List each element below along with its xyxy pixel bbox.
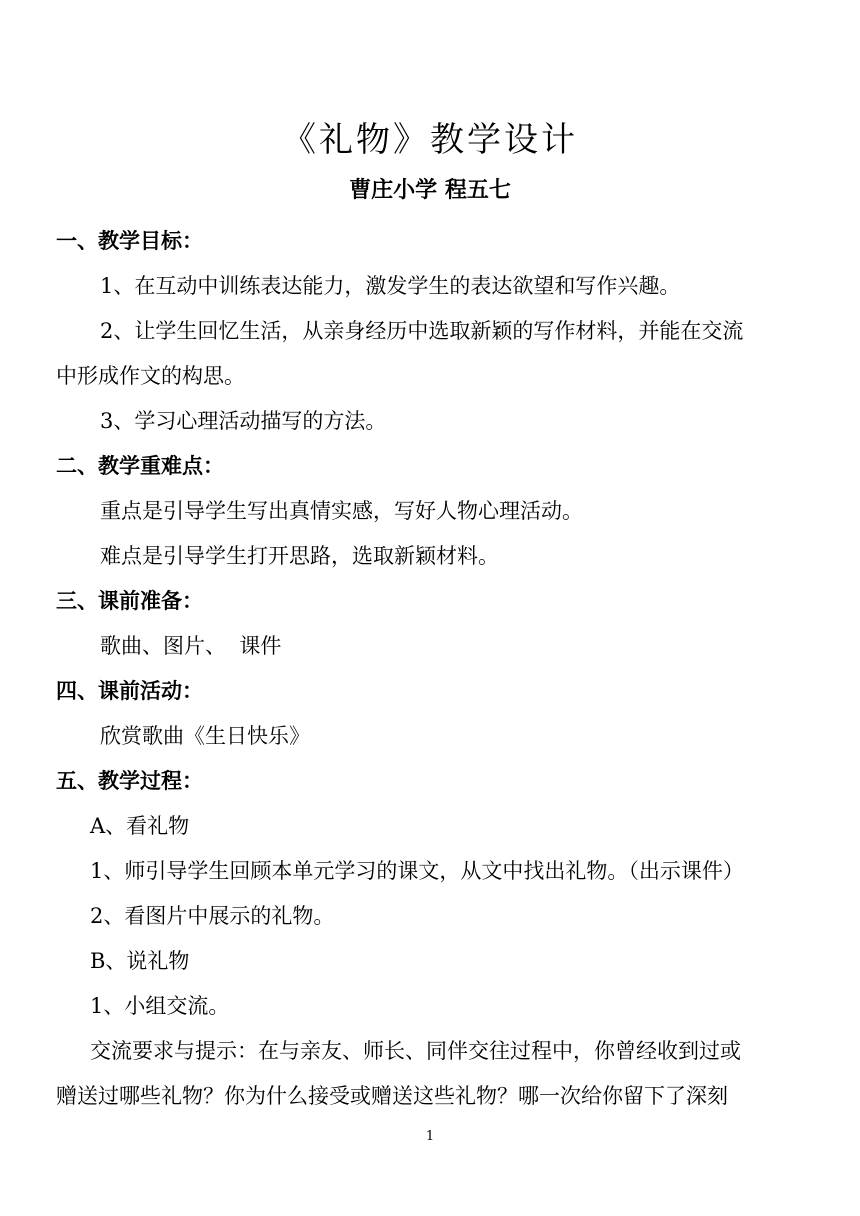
key-point-line: 重点是引导学生写出真情实感，写好人物心理活动。 [100, 499, 583, 523]
process-step-b-prompt: 交流要求与提示：在与亲友、师长、同伴交往过程中，你曾经收到过或 [90, 1039, 741, 1063]
section-heading-key-points: 二、教学重难点： [56, 453, 224, 478]
objective-item-1: 1、在互动中训练表达能力，激发学生的表达欲望和写作兴趣。 [100, 274, 681, 298]
objective-item-2-cont: 中形成作文的构思。 [56, 364, 245, 388]
document-author: 曹庄小学 程五七 [349, 177, 511, 203]
objective-item-2: 2、让学生回忆生活，从亲身经历中选取新颖的写作材料，并能在交流 [100, 319, 744, 343]
process-step-a: A、看礼物 [90, 814, 190, 838]
section-heading-process: 五、教学过程： [56, 768, 203, 793]
process-step-a-item-2: 2、看图片中展示的礼物。 [90, 904, 335, 928]
preparation-line: 歌曲、图片、 课件 [100, 634, 282, 658]
difficult-point-line: 难点是引导学生打开思路，选取新颖材料。 [100, 544, 499, 568]
page-number: 1 [425, 1129, 435, 1144]
objective-item-3: 3、学习心理活动描写的方法。 [100, 409, 387, 433]
document-title: 《礼物》教学设计 [282, 120, 578, 160]
section-heading-activity: 四、课前活动： [56, 678, 203, 703]
section-heading-preparation: 三、课前准备： [56, 588, 203, 613]
activity-line: 欣赏歌曲《生日快乐》 [100, 724, 310, 748]
process-step-a-item-1: 1、师引导学生回顾本单元学习的课文，从文中找出礼物。（出示课件） [90, 859, 744, 883]
process-step-b-prompt-cont: 赠送过哪些礼物？你为什么接受或赠送这些礼物？哪一次给你留下了深刻 [56, 1084, 728, 1108]
process-step-b: B、说礼物 [90, 949, 190, 973]
section-heading-objectives: 一、教学目标： [56, 228, 203, 253]
process-step-b-item-1: 1、小组交流。 [90, 994, 230, 1018]
